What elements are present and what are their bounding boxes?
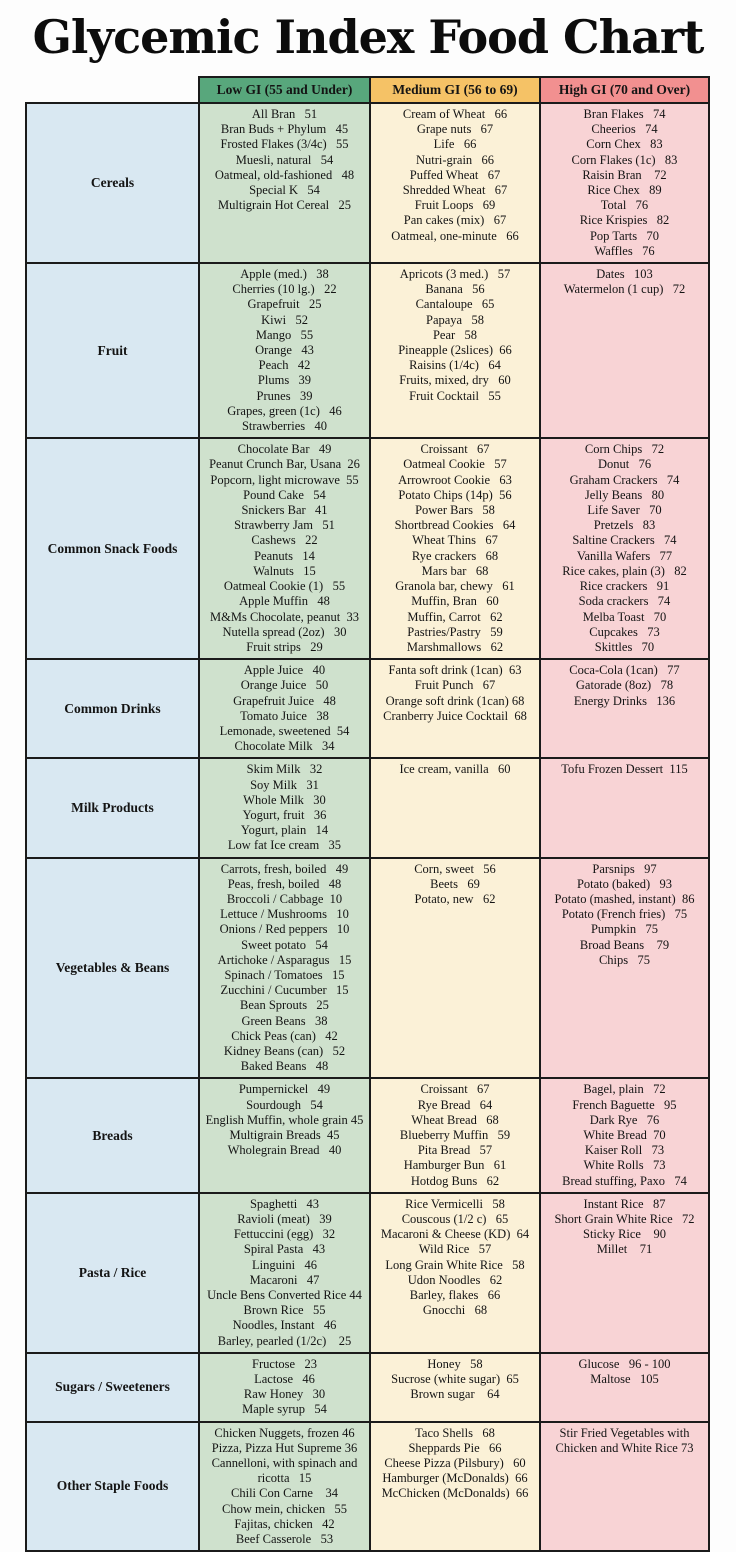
gi-cell-high bbox=[540, 659, 709, 758]
table-row bbox=[26, 858, 709, 1079]
food-item: Muffin, Bran 60 bbox=[411, 594, 499, 609]
gi-cell-low bbox=[199, 1353, 370, 1422]
food-item: Peanuts 14 bbox=[254, 548, 315, 563]
food-item: Noodles, Instant 46 bbox=[232, 1318, 337, 1333]
food-item: Fruit strips 29 bbox=[246, 639, 323, 654]
food-item: Spinach / Tomatoes 15 bbox=[224, 967, 345, 982]
category-cell: Pasta / Rice bbox=[26, 1193, 199, 1353]
food-item: Strawberries 40 bbox=[241, 419, 328, 434]
food-item: Grape nuts 67 bbox=[416, 122, 494, 137]
table-row bbox=[26, 659, 709, 758]
food-item: Tofu Frozen Dessert 115 bbox=[561, 762, 688, 777]
column-header-high: High GI (70 and Over) bbox=[540, 77, 709, 103]
food-item: Fettuccini (egg) 32 bbox=[233, 1227, 336, 1242]
food-item: Rice cakes, plain (3) 82 bbox=[562, 563, 687, 578]
category-cell: Breads bbox=[26, 1078, 199, 1192]
food-item: Apple Muffin 48 bbox=[239, 594, 330, 609]
food-item: Skim Milk 32 bbox=[246, 762, 323, 777]
food-item: Peach 42 bbox=[258, 358, 311, 373]
food-item: Sheppards Pie 66 bbox=[408, 1440, 502, 1455]
food-item: Cream of Wheat 66 bbox=[402, 107, 508, 121]
header-row bbox=[26, 77, 709, 103]
table-row bbox=[26, 1422, 709, 1552]
gi-cell-medium bbox=[370, 1422, 540, 1552]
gi-cell-medium bbox=[370, 1078, 540, 1192]
food-item: Cashews 22 bbox=[251, 533, 318, 548]
food-item: Special K 54 bbox=[249, 183, 320, 198]
food-item: Orange 43 bbox=[255, 343, 314, 358]
food-item: Instant Rice 87 bbox=[583, 1196, 666, 1211]
food-item: Life Saver 70 bbox=[587, 503, 662, 518]
food-item: Cantaloupe 65 bbox=[415, 297, 495, 312]
category-cell: Sugars / Sweeteners bbox=[26, 1353, 199, 1422]
gi-cell-low bbox=[199, 758, 370, 857]
food-item: Lettuce / Mushrooms 10 bbox=[220, 907, 349, 922]
food-item: Soda crackers 74 bbox=[578, 594, 671, 609]
food-item: Macaroni & Cheese (KD) 64 bbox=[380, 1227, 530, 1242]
food-item: Energy Drinks 136 bbox=[573, 693, 676, 708]
gi-cell-high bbox=[540, 438, 709, 659]
food-item: Muesli, natural 54 bbox=[235, 152, 334, 167]
food-item: Whole Milk 30 bbox=[243, 792, 326, 807]
food-item: Rice Vermicelli 58 bbox=[405, 1196, 505, 1211]
food-item: Couscous (1/2 c) 65 bbox=[401, 1212, 509, 1227]
food-item: Banana 56 bbox=[425, 282, 485, 297]
food-item: Fruit Punch 67 bbox=[414, 678, 496, 693]
food-item: Parsnips 97 bbox=[592, 861, 657, 876]
food-item: Corn Chex 83 bbox=[586, 137, 663, 152]
food-item: Linguini 46 bbox=[252, 1257, 317, 1272]
gi-cell-low bbox=[199, 1078, 370, 1192]
gi-cell-medium bbox=[370, 1193, 540, 1353]
food-item: Bean Sprouts 25 bbox=[240, 998, 329, 1013]
food-item: Mango 55 bbox=[255, 327, 314, 342]
food-item: Oatmeal Cookie (1) 55 bbox=[223, 579, 346, 594]
food-item: Popcorn, light microwave 55 bbox=[210, 472, 359, 487]
food-item: Sweet potato 54 bbox=[241, 937, 328, 952]
food-item: Nutella spread (2oz) 30 bbox=[222, 624, 347, 639]
food-item: Pastries/Pastry 59 bbox=[407, 624, 503, 639]
food-item: Life 66 bbox=[433, 137, 477, 152]
food-item: Fruit Loops 69 bbox=[414, 198, 496, 213]
food-item: Potato Chips (14p) 56 bbox=[398, 487, 512, 502]
gi-cell-high bbox=[540, 758, 709, 857]
food-item: Saltine Crackers 74 bbox=[572, 533, 677, 548]
food-item: Potato (baked) 93 bbox=[576, 876, 673, 891]
gi-cell-high bbox=[540, 263, 709, 438]
food-item: Chips 75 bbox=[598, 952, 651, 967]
food-item: Barley, pearled (1/2c) 25 bbox=[217, 1333, 352, 1348]
gi-cell-low bbox=[199, 1422, 370, 1552]
food-item: Corn Flakes (1c) 83 bbox=[571, 152, 678, 167]
food-item: Wholegrain Bread 40 bbox=[227, 1143, 342, 1158]
food-item: Wheat Bread 68 bbox=[411, 1112, 499, 1127]
food-item: Fajitas, chicken 42 bbox=[234, 1516, 335, 1531]
food-item: Snickers Bar 41 bbox=[241, 503, 328, 518]
column-header-low: Low GI (55 and Under) bbox=[199, 77, 370, 103]
gi-cell-low bbox=[199, 1193, 370, 1353]
food-item: Skittles 70 bbox=[594, 639, 655, 654]
category-cell: Common Snack Foods bbox=[26, 438, 199, 659]
food-item: McChicken (McDonalds) 66 bbox=[381, 1486, 529, 1501]
gi-cell-medium bbox=[370, 103, 540, 263]
gi-cell-medium bbox=[370, 1353, 540, 1422]
gi-cell-low bbox=[199, 858, 370, 1079]
food-item: Pizza, Pizza Hut Supreme 36 bbox=[211, 1440, 358, 1455]
food-item: Melba Toast 70 bbox=[582, 609, 667, 624]
food-item: Mars bar 68 bbox=[421, 563, 489, 578]
food-item: Graham Crackers 74 bbox=[569, 472, 680, 487]
food-item: Croissant 67 bbox=[420, 1082, 490, 1097]
food-item: Prunes 39 bbox=[256, 388, 313, 403]
food-item: Oatmeal Cookie 57 bbox=[403, 457, 507, 472]
food-item: Grapefruit 25 bbox=[247, 297, 322, 312]
food-item: Granola bar, chewy 61 bbox=[395, 579, 515, 594]
food-item: Blueberry Muffin 59 bbox=[399, 1128, 511, 1142]
food-item: Gatorade (8oz) 78 bbox=[575, 678, 674, 693]
food-item: Cheese Pizza (Pilsbury) 60 bbox=[384, 1456, 526, 1471]
food-item: Kidney Beans (can) 52 bbox=[223, 1043, 346, 1058]
food-item: Fruits, mixed, dry 60 bbox=[399, 373, 511, 388]
gi-cell-high bbox=[540, 1353, 709, 1422]
food-item: Power Bars 58 bbox=[415, 503, 495, 518]
page bbox=[0, 10, 736, 1552]
food-item: White Bread 70 bbox=[583, 1128, 666, 1142]
corner-spacer bbox=[26, 77, 199, 103]
food-item: White Rolls 73 bbox=[583, 1158, 666, 1173]
food-item: Yogurt, plain 14 bbox=[240, 823, 329, 838]
food-item: Green Beans 38 bbox=[241, 1013, 328, 1028]
food-item: Pretzels 83 bbox=[593, 518, 656, 533]
gi-cell-high bbox=[540, 1193, 709, 1353]
food-item: Maple syrup 54 bbox=[242, 1402, 327, 1417]
category-cell: Cereals bbox=[26, 103, 199, 263]
food-item: Corn Chips 72 bbox=[584, 442, 665, 457]
food-item: Cheerios 74 bbox=[591, 122, 658, 137]
category-cell: Fruit bbox=[26, 263, 199, 438]
food-item: Chicken Nuggets, frozen 46 bbox=[214, 1425, 355, 1440]
food-item: Multigrain Hot Cereal 25 bbox=[218, 198, 351, 213]
table-row bbox=[26, 1353, 709, 1422]
food-item: Raisins (1/4c) 64 bbox=[409, 358, 501, 373]
food-item: Potato (mashed, instant) 86 bbox=[554, 891, 695, 906]
food-item: Ice cream, vanilla 60 bbox=[399, 762, 511, 777]
food-item: Sucrose (white sugar) 65 bbox=[391, 1372, 519, 1387]
food-item: Millet 71 bbox=[596, 1242, 653, 1257]
food-item: Cannelloni, with spinach and ricotta 15 bbox=[211, 1456, 361, 1486]
food-item: Dates 103 bbox=[596, 267, 653, 282]
food-item: Barley, flakes 66 bbox=[409, 1288, 501, 1303]
food-item: Cranberry Juice Cocktail 68 bbox=[383, 708, 527, 723]
food-item: Yogurt, fruit 36 bbox=[242, 807, 327, 822]
food-item: Raisin Bran 72 bbox=[582, 167, 667, 182]
food-item: Soy Milk 31 bbox=[250, 777, 319, 792]
gi-cell-low bbox=[199, 263, 370, 438]
gi-cell-low bbox=[199, 103, 370, 263]
food-item: Multigrain Breads 45 bbox=[229, 1128, 340, 1142]
food-item: Brown sugar 64 bbox=[410, 1387, 500, 1402]
food-item: Corn, sweet 56 bbox=[414, 861, 496, 876]
food-item: Chick Peas (can) 42 bbox=[231, 1028, 338, 1043]
food-item: Pop Tarts 70 bbox=[589, 228, 660, 243]
food-item: Fruit Cocktail 55 bbox=[409, 388, 501, 403]
gi-cell-low bbox=[199, 659, 370, 758]
food-item: Apricots (3 med.) 57 bbox=[399, 267, 511, 282]
food-item: Beets 69 bbox=[430, 876, 480, 891]
gi-cell-high bbox=[540, 103, 709, 263]
table-row bbox=[26, 263, 709, 438]
food-item: Rice Chex 89 bbox=[587, 183, 662, 198]
glycemic-index-table bbox=[25, 76, 710, 1552]
food-item: Chow mein, chicken 55 bbox=[222, 1501, 347, 1516]
food-item: Uncle Bens Converted Rice 44 bbox=[207, 1288, 362, 1303]
food-item: Shortbread Cookies 64 bbox=[394, 518, 516, 533]
food-item: Tomato Juice 38 bbox=[240, 708, 329, 723]
food-item: Chocolate Bar 49 bbox=[237, 442, 332, 457]
gi-cell-high bbox=[540, 858, 709, 1079]
food-item: Orange soft drink (1can) 68 bbox=[385, 693, 525, 708]
food-item: Frosted Flakes (3/4c) 55 bbox=[220, 137, 349, 152]
gi-cell-medium bbox=[370, 858, 540, 1079]
table-body bbox=[26, 103, 709, 1551]
food-item: Coca-Cola (1can) 77 bbox=[569, 663, 680, 678]
food-item: Peanut Crunch Bar, Usana 26 bbox=[209, 457, 360, 472]
food-item: Bran Flakes 74 bbox=[583, 107, 666, 121]
food-item: All Bran 51 bbox=[251, 107, 318, 121]
food-item: Donut 76 bbox=[597, 457, 652, 472]
food-item: Lactose 46 bbox=[254, 1372, 315, 1387]
food-item: Ravioli (meat) 39 bbox=[237, 1212, 332, 1227]
table-row bbox=[26, 1193, 709, 1353]
food-item: Orange Juice 50 bbox=[240, 678, 329, 693]
table-row bbox=[26, 103, 709, 263]
food-item: Sourdough 54 bbox=[246, 1097, 323, 1112]
food-item: Apple Juice 40 bbox=[243, 663, 326, 678]
table-row bbox=[26, 438, 709, 659]
food-item: Low fat Ice cream 35 bbox=[227, 838, 342, 853]
food-item: Long Grain White Rice 58 bbox=[385, 1257, 525, 1272]
food-item: Shredded Wheat 67 bbox=[402, 183, 508, 198]
gi-cell-high bbox=[540, 1078, 709, 1192]
food-item: Papaya 58 bbox=[426, 312, 484, 327]
food-item: Macaroni 47 bbox=[249, 1272, 320, 1287]
food-item: Nutri-grain 66 bbox=[415, 152, 495, 167]
food-item: Pan cakes (mix) 67 bbox=[403, 213, 507, 228]
food-item: Pumpernickel 49 bbox=[238, 1082, 331, 1097]
table-row bbox=[26, 1078, 709, 1192]
food-item: Strawberry Jam 51 bbox=[234, 518, 335, 533]
gi-cell-medium bbox=[370, 438, 540, 659]
food-item: Honey 58 bbox=[427, 1356, 483, 1371]
gi-cell-low bbox=[199, 438, 370, 659]
food-item: French Baguette 95 bbox=[572, 1097, 677, 1112]
food-item: Raw Honey 30 bbox=[243, 1387, 326, 1402]
food-item: Oatmeal, one-minute 66 bbox=[391, 228, 519, 243]
food-item: Rice crackers 91 bbox=[579, 579, 670, 594]
food-item: Glucose 96 - 100 bbox=[578, 1356, 671, 1371]
food-item: Pound Cake 54 bbox=[243, 487, 326, 502]
food-item: Peas, fresh, boiled 48 bbox=[227, 876, 342, 891]
food-item: Onions / Red peppers 10 bbox=[219, 922, 350, 937]
food-item: Potato, new 62 bbox=[414, 891, 496, 906]
category-cell: Milk Products bbox=[26, 758, 199, 857]
column-header-medium: Medium GI (56 to 69) bbox=[370, 77, 540, 103]
food-item: Bagel, plain 72 bbox=[583, 1082, 666, 1097]
food-item: Chocolate Milk 34 bbox=[234, 739, 335, 754]
food-item: Hamburger Bun 61 bbox=[403, 1158, 507, 1173]
food-item: Rye crackers 68 bbox=[411, 548, 499, 563]
food-item: Short Grain White Rice 72 bbox=[554, 1212, 695, 1227]
food-item: Lemonade, sweetened 54 bbox=[219, 723, 350, 738]
food-item: Rice Krispies 82 bbox=[579, 213, 670, 228]
food-item: Broccoli / Cabbage 10 bbox=[226, 891, 343, 906]
food-item: Beef Casserole 53 bbox=[235, 1532, 334, 1547]
food-item: Pita Bread 57 bbox=[417, 1143, 493, 1158]
food-item: Waffles 76 bbox=[594, 243, 655, 258]
food-item: Watermelon (1 cup) 72 bbox=[563, 282, 686, 297]
food-item: Brown Rice 55 bbox=[243, 1303, 326, 1318]
food-item: Potato (French fries) 75 bbox=[561, 907, 688, 922]
food-item: Croissant 67 bbox=[420, 442, 490, 457]
food-item: Fructose 23 bbox=[252, 1356, 317, 1371]
category-cell: Common Drinks bbox=[26, 659, 199, 758]
food-item: Walnuts 15 bbox=[253, 563, 316, 578]
food-item: Grapefruit Juice 48 bbox=[233, 693, 336, 708]
category-cell: Vegetables & Beans bbox=[26, 858, 199, 1079]
gi-cell-medium bbox=[370, 263, 540, 438]
food-item: Muffin, Carrot 62 bbox=[407, 609, 503, 624]
food-item: Artichoke / Asparagus 15 bbox=[217, 952, 352, 967]
food-item: Fanta soft drink (1can) 63 bbox=[388, 663, 522, 678]
food-item: English Muffin, whole grain 45 bbox=[205, 1112, 364, 1127]
food-item: Carrots, fresh, boiled 49 bbox=[220, 861, 349, 876]
category-cell: Other Staple Foods bbox=[26, 1422, 199, 1552]
gi-cell-medium bbox=[370, 758, 540, 857]
food-item: M&Ms Chocolate, peanut 33 bbox=[210, 609, 359, 624]
food-item: Cupcakes 73 bbox=[589, 624, 660, 639]
food-item: Sticky Rice 90 bbox=[583, 1227, 666, 1242]
table-row bbox=[26, 758, 709, 857]
food-item: Hamburger (McDonalds) 66 bbox=[382, 1471, 528, 1486]
food-item: Kaiser Roll 73 bbox=[584, 1143, 665, 1158]
food-item: Marshmallows 62 bbox=[406, 639, 504, 654]
food-item: Vanilla Wafers 77 bbox=[576, 548, 673, 563]
food-item: Plums 39 bbox=[257, 373, 312, 388]
food-item: Puffed Wheat 67 bbox=[409, 167, 501, 182]
food-item: Maltose 105 bbox=[590, 1372, 659, 1387]
food-item: Chili Con Carne 34 bbox=[231, 1486, 338, 1501]
food-item: Oatmeal, old-fashioned 48 bbox=[214, 167, 355, 182]
gi-cell-medium bbox=[370, 659, 540, 758]
food-item: Zucchini / Cucumber 15 bbox=[220, 983, 349, 998]
food-item: Stir Fried Vegetables with Chicken and White Rice 73 bbox=[555, 1425, 694, 1455]
food-item: Rye Bread 64 bbox=[417, 1097, 493, 1112]
food-item: Apple (med.) 38 bbox=[240, 267, 329, 282]
food-item: Bran Buds + Phylum 45 bbox=[220, 122, 349, 137]
food-item: Pear 58 bbox=[432, 327, 478, 342]
food-item: Bread stuffing, Paxo 74 bbox=[562, 1173, 687, 1188]
food-item: Baked Beans 48 bbox=[240, 1059, 329, 1074]
food-item: Wheat Thins 67 bbox=[412, 533, 498, 548]
food-item: Total 76 bbox=[600, 198, 649, 213]
food-item: Arrowroot Cookie 63 bbox=[398, 472, 512, 487]
food-item: Gnocchi 68 bbox=[422, 1303, 488, 1318]
food-item: Dark Rye 76 bbox=[589, 1112, 660, 1127]
food-item: Kiwi 52 bbox=[261, 312, 308, 327]
gi-cell-high bbox=[540, 1422, 709, 1552]
food-item: Spiral Pasta 43 bbox=[243, 1242, 326, 1257]
food-item: Jelly Beans 80 bbox=[584, 487, 665, 502]
food-item: Udon Noodles 62 bbox=[407, 1272, 503, 1287]
food-item: Taco Shells 68 bbox=[415, 1425, 495, 1440]
food-item: Broad Beans 79 bbox=[579, 937, 670, 952]
food-item: Hotdog Buns 62 bbox=[410, 1173, 500, 1188]
food-item: Wild Rice 57 bbox=[418, 1242, 492, 1257]
page-title: Glycemic Index Food Chart bbox=[32, 10, 704, 64]
food-item: Pineapple (2slices) 66 bbox=[398, 343, 512, 358]
food-item: Pumpkin 75 bbox=[590, 922, 659, 937]
food-item: Spaghetti 43 bbox=[249, 1196, 320, 1211]
food-item: Cherries (10 lg.) 22 bbox=[232, 282, 337, 297]
food-item: Grapes, green (1c) 46 bbox=[227, 403, 342, 418]
